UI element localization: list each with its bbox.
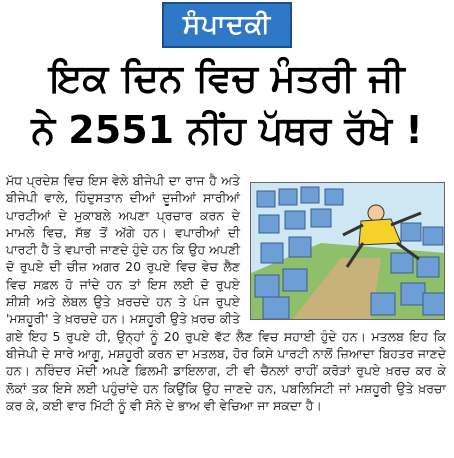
section-label-box — [162, 2, 292, 48]
article-body — [6, 172, 446, 414]
headline — [10, 52, 444, 156]
headline-line-1: ਇਕ ਦਿਨ ਵਿਚ ਮੰਤਰੀ ਜੀ — [49, 56, 405, 100]
section-header-band — [0, 0, 454, 50]
cartoon-placeholder — [246, 172, 446, 322]
section-label: ਸੰਪਾਦਕੀ — [182, 9, 272, 40]
article-body-text: ਮੱਧ ਪ੍ਰਦੇਸ਼ ਵਿਚ ਇਸ ਵੇਲੇ ਬੀਜੇਪੀ ਦਾ ਰਾਜ ਹੈ ਅਤੇ ਬੀਜੇਪੀ ਵਾਲੇ, ਹਿੰਦੁਸਤਾਨ ਦੀਆਂ ਦੂਜੀਆਂ ਸਾਰੀਆਂ ਪਾਰਟੀਆਂ ਦੇ ਮੁਕਾਬਲੇ ਅਪਣਾ ਪ੍ਰਚਾਰ ਕਰਨ ਦੇ ਮਾਮਲੇ ਵਿਚ, ਸੱਭ ਤੋਂ ਅੱਗੇ ਹਨ। ਵਪਾਰੀਆਂ ਦੀ ਪਾਰਟੀ ਹੈ ਤੇ ਵਪਾਰੀ ਜਾਣਦੇ ਹੁੰਦੇ ਹਨ ਕਿ ਉਹ ਅਪਣੀ ਦੋ ਰੁਪਏ ਦੀ ਚੀਜ਼ ਅਗਰ 20 ਰੁਪਏ ਵਿਚ ਵੇਚ ਲੈਣ ਵਿਚ ਸਫ਼ਲ ਹੋ ਜਾਂਦੇ ਹਨ ਤਾਂ ਇਸ ਲਈ ਦੋ ਰੁਪਏ ਸ਼ੀਸ਼ੀ ਅਤੇ ਲੇਬਲ ਉਤੇ ਖ਼ਰਚਦੇ ਹਨ ਤੇ ਪੰਜ ਰੁਪਏ 'ਮਸ਼ਹੂਰੀ' ਤੇ ਖ਼ਰਚਦੇ ਹਨ। ਮਸ਼ਹੂਰੀ ਉਤੇ ਖ਼ਰਚ ਕੀਤੇ ਗਏ ਇਹ 5 ਰੁਪਏ ਹੀ, ਉਨ੍ਹਾਂ ਨੂੰ 20 ਰੁਪਏ ਵੱਟ ਲੈਣ ਵਿਚ ਸਹਾਈ ਹੁੰਦੇ ਹਨ। ਮਤਲਬ ਇਹ ਕਿ ਬੀਜੇਪੀ ਦੇ ਸਾਰੇ ਆਗੂ, ਮਸ਼ਹੂਰੀ ਕਰਨ ਦਾ ਮਤਲਬ, ਹੋਰ ਕਿਸੇ ਪਾਰਟੀ ਨਾਲੋਂ ਜ਼ਿਆਦਾ ਬਿਹਤਰ ਜਾਣਦੇ ਹਨ। ਨਰਿੰਦਰ ਮੋਦੀ ਅਪਣੇ ਫ਼ਿਲਮੀ ਡਾਇਲਾਗ, ਟੀ ਵੀ ਚੈਨਲਾਂ ਰਾਹੀਂ ਕਰੋੜਾਂ ਰੁਪਏ ਖ਼ਰਚ ਕਰ ਕੇ ਲੋਕਾਂ ਤਕ ਇਸੇ ਲਈ ਪਹੁੰਚਾਂਦੇ ਹਨ ਕਿਉਂਕਿ ਉਹ ਜਾਣਦੇ ਹਨ, ਪਬਲਿਸਿਟੀ ਜਾਂ ਮਸ਼ਹੂਰੀ ਉਤੇ ਖ਼ਰਚਾ ਕਰ ਕੇ, ਕਈ ਵਾਰ ਮਿੱਟੀ ਨੂੰ ਵੀ ਸੋਨੇ ਦੇ ਭਾਅ ਵੀ ਵੇਚਿਆ ਜਾ ਸਕਦਾ ਹੈ। — [6, 173, 446, 413]
headline-line-2: ਨੇ 2551 ਨੀਂਹ ਪੱਥਰ ਰੱਖੇ ! — [31, 108, 423, 152]
